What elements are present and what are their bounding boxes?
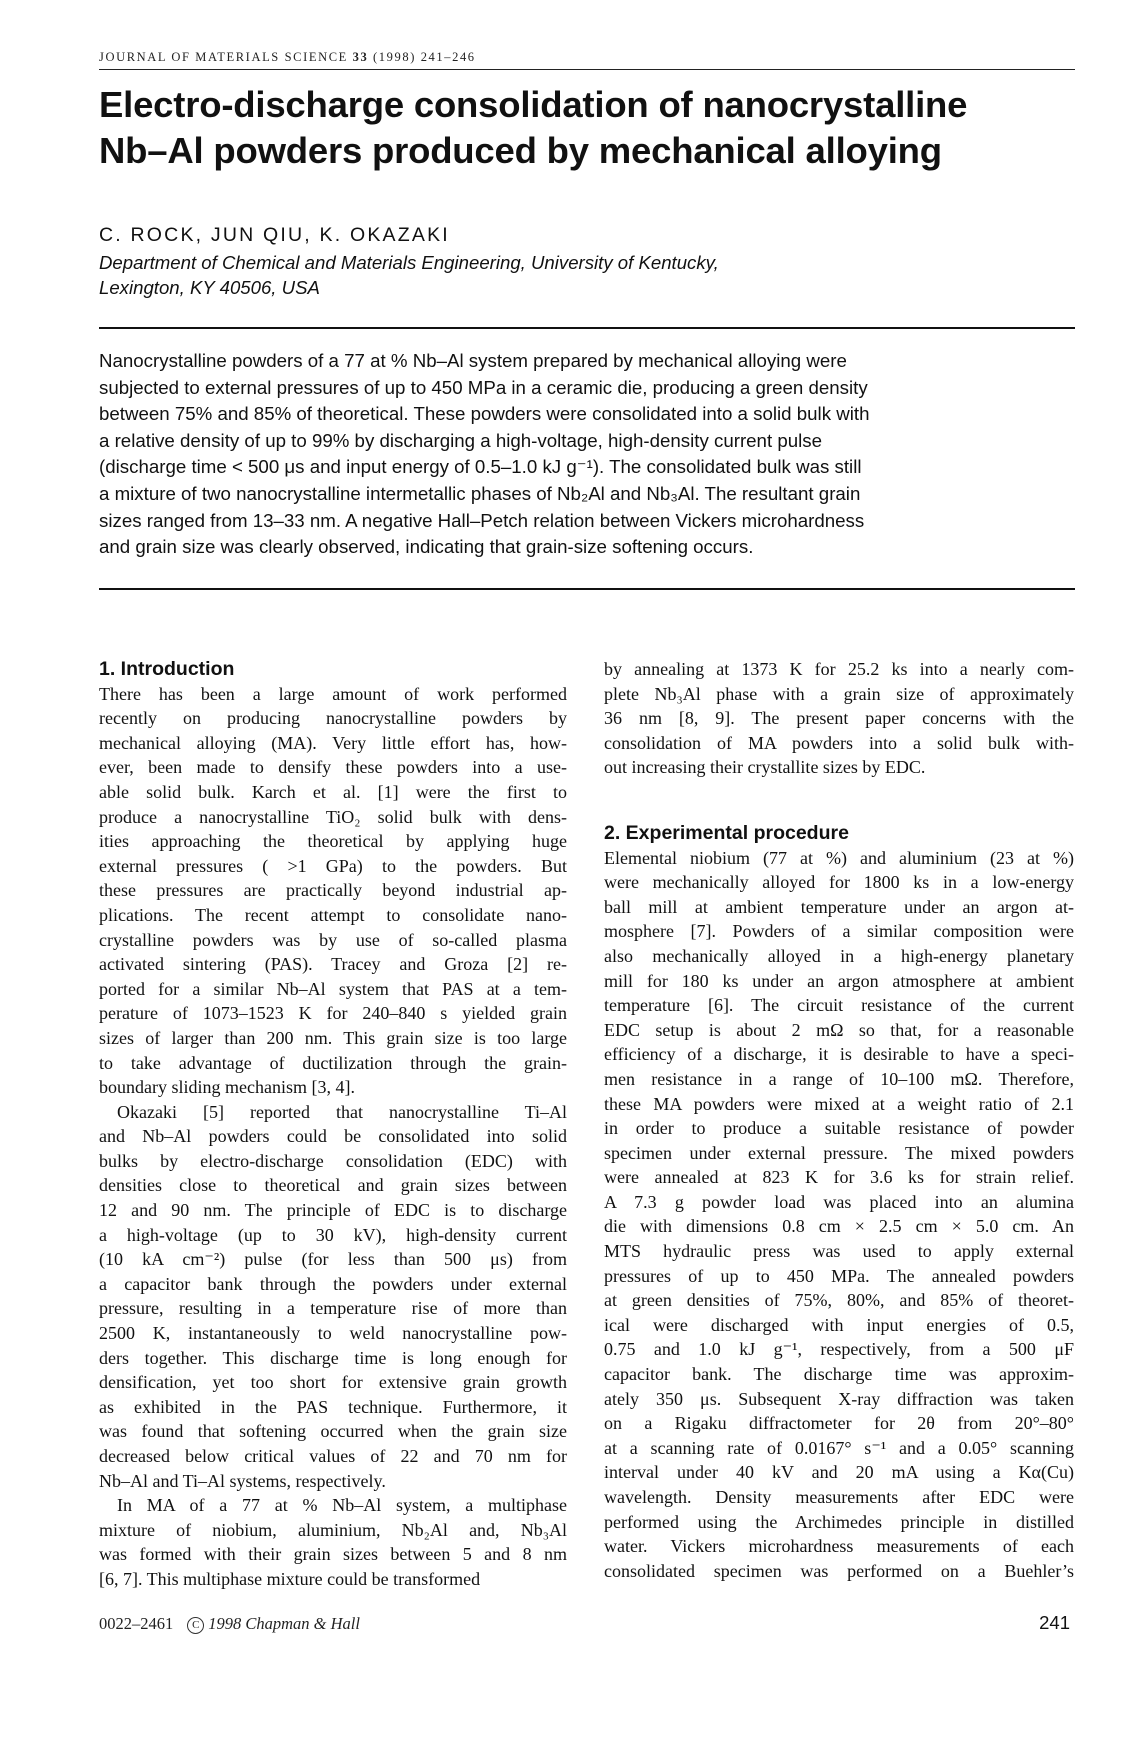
body-text-line: consolidated specimen was performed on a Buehler’s — [604, 1560, 1074, 1581]
body-text-line: to take advantage of ductilization through the grain- — [99, 1052, 567, 1073]
body-text-line: was formed with their grain sizes between 5 and 8 nm — [99, 1544, 567, 1565]
abstract-line: Nanocrystalline powders of a 77 at % Nb–Al system prepared by mechanical alloying were — [99, 350, 847, 371]
body-text-line: mechanical alloying (MA). Very little effort has, how- — [99, 732, 567, 753]
abstract-line: and grain size was clearly observed, indicating that grain-size softening occurs. — [99, 536, 754, 558]
body-text-line: specimen under external pressure. The mixed powders — [604, 1142, 1074, 1163]
body-text-line: also mechanically alloyed in a high-energy planetary — [604, 945, 1074, 966]
issn: 0022–2461 — [99, 1614, 174, 1633]
affiliation — [99, 250, 1079, 300]
journal-year-pages: (1998) 241–246 — [373, 50, 476, 64]
body-text-line: wavelength. Density measurements after EDC were — [604, 1487, 1074, 1507]
body-text-line: [6, 7]. This multiphase mixture could be transformed — [99, 1568, 481, 1589]
body-text-line: mixture of niobium, aluminium, Nb₂Al and, Nb₃Al — [99, 1519, 567, 1540]
body-text-line: produce a nanocrystalline TiO₂ solid bulk with dens- — [99, 806, 567, 827]
body-text-line: bulks by electro-discharge consolidation (EDC) with — [99, 1150, 567, 1171]
body-text-line: In MA of a 77 at % Nb–Al system, a multiphase — [117, 1495, 567, 1516]
body-text-line: pressures of up to 450 MPa. The annealed powders — [604, 1265, 1074, 1286]
title-line: Electro-discharge consolidation of nanocrystalline — [99, 84, 968, 125]
body-text-line: external pressures ( >1 GPa) to the powders. But — [99, 855, 567, 876]
abstract-line: (discharge time < 500 μs and input energy of 0.5–1.0 kJ g⁻¹). The consolidated bulk was still — [99, 456, 862, 478]
left-column — [99, 657, 567, 1592]
abstract-top-rule — [99, 327, 1075, 329]
body-text-line: these MA powders were mixed at a weight ratio of 2.1 — [604, 1093, 1074, 1114]
right-column — [604, 657, 1074, 1583]
body-text-line: pressure, resulting in a temperature rise of more than — [99, 1298, 567, 1319]
body-text-line: water. Vickers microhardness measurements of each — [604, 1536, 1074, 1557]
journal-volume: 33 — [352, 50, 369, 64]
body-text-line: were annealed at 823 K for 3.6 ks for strain relief. — [604, 1167, 1074, 1188]
body-text-line: Nb–Al and Ti–Al systems, respectively. — [99, 1470, 386, 1491]
section-heading-introduction: 1. Introduction — [99, 658, 235, 680]
section-heading-experimental: 2. Experimental procedure — [604, 821, 849, 844]
body-text-line: mill for 180 ks under an argon atmosphere at ambient — [604, 970, 1074, 991]
body-text-line: (10 kA cm⁻²) pulse (for less than 500 μs) from — [99, 1249, 567, 1270]
body-text-line: were mechanically alloyed for 1800 ks in a low-energy — [604, 872, 1074, 893]
body-text-line: ities approaching the theoretical by applying huge — [99, 831, 567, 852]
abstract-line: subjected to external pressures of up to 450 MPa in a ceramic die, producing a green density — [99, 376, 868, 398]
body-text-line: consolidation of MA powders into a solid bulk with- — [604, 732, 1074, 753]
body-text-line: MTS hydraulic press was used to apply external — [604, 1241, 1074, 1262]
body-text-line: was found that softening occurred when the grain size — [99, 1421, 567, 1442]
body-text-line: 2500 K, instantaneously to weld nanocrystalline pow- — [99, 1323, 567, 1344]
body-text-line: 36 nm [8, 9]. The present paper concerns with the — [604, 708, 1074, 729]
body-text-line: performed using the Archimedes principle in distilled — [604, 1511, 1074, 1532]
section-gap — [604, 780, 1074, 821]
body-text-line: by annealing at 1373 K for 25.2 ks into a nearly com- — [604, 659, 1074, 679]
body-text-line: these pressures are practically beyond industrial ap- — [99, 880, 567, 901]
body-text-line: crystalline powders was by use of so-called plasma — [99, 929, 567, 950]
body-text-line: activated sintering (PAS). Tracey and Groza [2] re- — [99, 954, 567, 975]
header-rule — [99, 69, 1075, 70]
affiliation-line: Department of Chemical and Materials Engineering, University of Kentucky, — [99, 252, 719, 273]
body-text-line: a capacitor bank through the powders under external — [99, 1273, 567, 1294]
body-text-line: men resistance in a range of 10–100 mΩ. Therefore, — [604, 1068, 1074, 1089]
body-text-line: plete Nb₃Al phase with a grain size of approximately — [604, 683, 1074, 704]
body-text-line: plications. The recent attempt to consolidate nano- — [99, 904, 567, 925]
abstract-line: sizes ranged from 13–33 nm. A negative Hall–Petch relation between Vickers microhardness — [99, 509, 865, 531]
body-text-line: out increasing their crystallite sizes by EDC. — [604, 757, 926, 778]
body-text-line: able solid bulk. Karch et al. [1] were the first to — [99, 781, 567, 802]
publisher-credit: 1998 Chapman & Hall — [208, 1614, 360, 1633]
journal-running-header — [99, 50, 1075, 65]
body-text-line: recently on producing nanocrystalline powders by — [99, 708, 567, 729]
body-text-line: densities close to theoretical and grain sizes between — [99, 1175, 567, 1196]
abstract-line: a mixture of two nanocrystalline intermetallic phases of Nb₂Al and Nb₃Al. The resultant grain — [99, 482, 861, 504]
body-text-line: densification, yet too short for extensive grain growth — [99, 1372, 567, 1393]
body-text-line: 12 and 90 nm. The principle of EDC is to discharge — [99, 1200, 567, 1221]
affiliation-line: Lexington, KY 40506, USA — [99, 277, 320, 298]
author-list: C. ROCK, JUN QIU, K. OKAZAKI — [99, 224, 450, 246]
body-text-line: Okazaki [5] reported that nanocrystalline Ti–Al — [117, 1101, 567, 1122]
body-text-line: and Nb–Al powders could be consolidated into solid — [99, 1126, 567, 1147]
page-footer — [99, 1614, 360, 1634]
body-text-line: at a scanning rate of 0.0167° s⁻¹ and a 0.05° scanning — [604, 1437, 1074, 1458]
body-text-line: decreased below critical values of 22 and 70 nm for — [99, 1446, 567, 1466]
body-text-line: as exhibited in the PAS technique. Furthermore, it — [99, 1396, 567, 1417]
page-number: 241 — [1039, 1612, 1070, 1633]
abstract-line: a relative density of up to 99% by discharging a high-voltage, high-density current pulse — [99, 429, 823, 451]
body-text-line: ever, been made to densify these powders into a use- — [99, 757, 567, 778]
body-text-line: perature of 1073–1523 K for 240–840 s yielded grain — [99, 1003, 567, 1024]
body-text-line: sizes of larger than 200 nm. This grain size is too large — [99, 1027, 567, 1048]
body-text-line: boundary sliding mechanism [3, 4]. — [99, 1077, 355, 1098]
body-text-line: at green densities of 75%, 80%, and 85% of theoret- — [604, 1290, 1074, 1311]
body-text-line: A 7.3 g powder load was placed into an alumina — [604, 1191, 1074, 1212]
body-text-line: ately 350 μs. Subsequent X-ray diffraction was taken — [604, 1388, 1074, 1409]
body-text-line: mosphere [7]. Powders of a similar composition were — [604, 921, 1074, 942]
abstract-bottom-rule — [99, 588, 1075, 590]
title-line: Nb–Al powders produced by mechanical alloying — [99, 130, 942, 171]
body-text-line: ical were discharged with input energies of 0.5, — [604, 1314, 1074, 1335]
body-text-line: die with dimensions 0.8 cm × 2.5 cm × 5.0 cm. An — [604, 1216, 1074, 1237]
journal-name: JOURNAL OF MATERIALS SCIENCE — [99, 50, 348, 64]
body-text-line: ported for a similar Nb–Al system that PAS at a tem- — [99, 978, 567, 999]
body-text-line: temperature [6]. The circuit resistance of the current — [604, 995, 1074, 1016]
body-text-line: EDC setup is about 2 mΩ so that, for a reasonable — [604, 1019, 1074, 1040]
body-text-line: in order to produce a suitable resistance of powder — [604, 1118, 1074, 1139]
abstract — [99, 348, 1075, 561]
body-text-line: a high-voltage (up to 30 kV), high-density current — [99, 1224, 567, 1245]
body-text-line: interval under 40 kV and 20 mA using a Kα(Cu) — [604, 1462, 1074, 1483]
copyright-symbol: C — [187, 1617, 204, 1634]
body-text-line: ball mill at ambient temperature under an argon at- — [604, 896, 1074, 917]
body-text-line: There has been a large amount of work performed — [99, 683, 567, 704]
article-title — [99, 82, 1079, 174]
body-text-line: on a Rigaku diffractometer for 2θ from 20°–80° — [604, 1413, 1074, 1434]
body-text-line: capacitor bank. The discharge time was approxim- — [604, 1364, 1074, 1385]
body-text-line: Elemental niobium (77 at %) and aluminium (23 at %) — [604, 847, 1074, 868]
abstract-line: between 75% and 85% of theoretical. These powders were consolidated into a solid bulk with — [99, 403, 870, 425]
body-text-line: ders together. This discharge time is long enough for — [99, 1347, 567, 1368]
body-text-line: 0.75 and 1.0 kJ g⁻¹, respectively, from a 500 μF — [604, 1339, 1074, 1360]
body-text-line: efficiency of a discharge, it is desirable to have a speci- — [604, 1044, 1074, 1065]
